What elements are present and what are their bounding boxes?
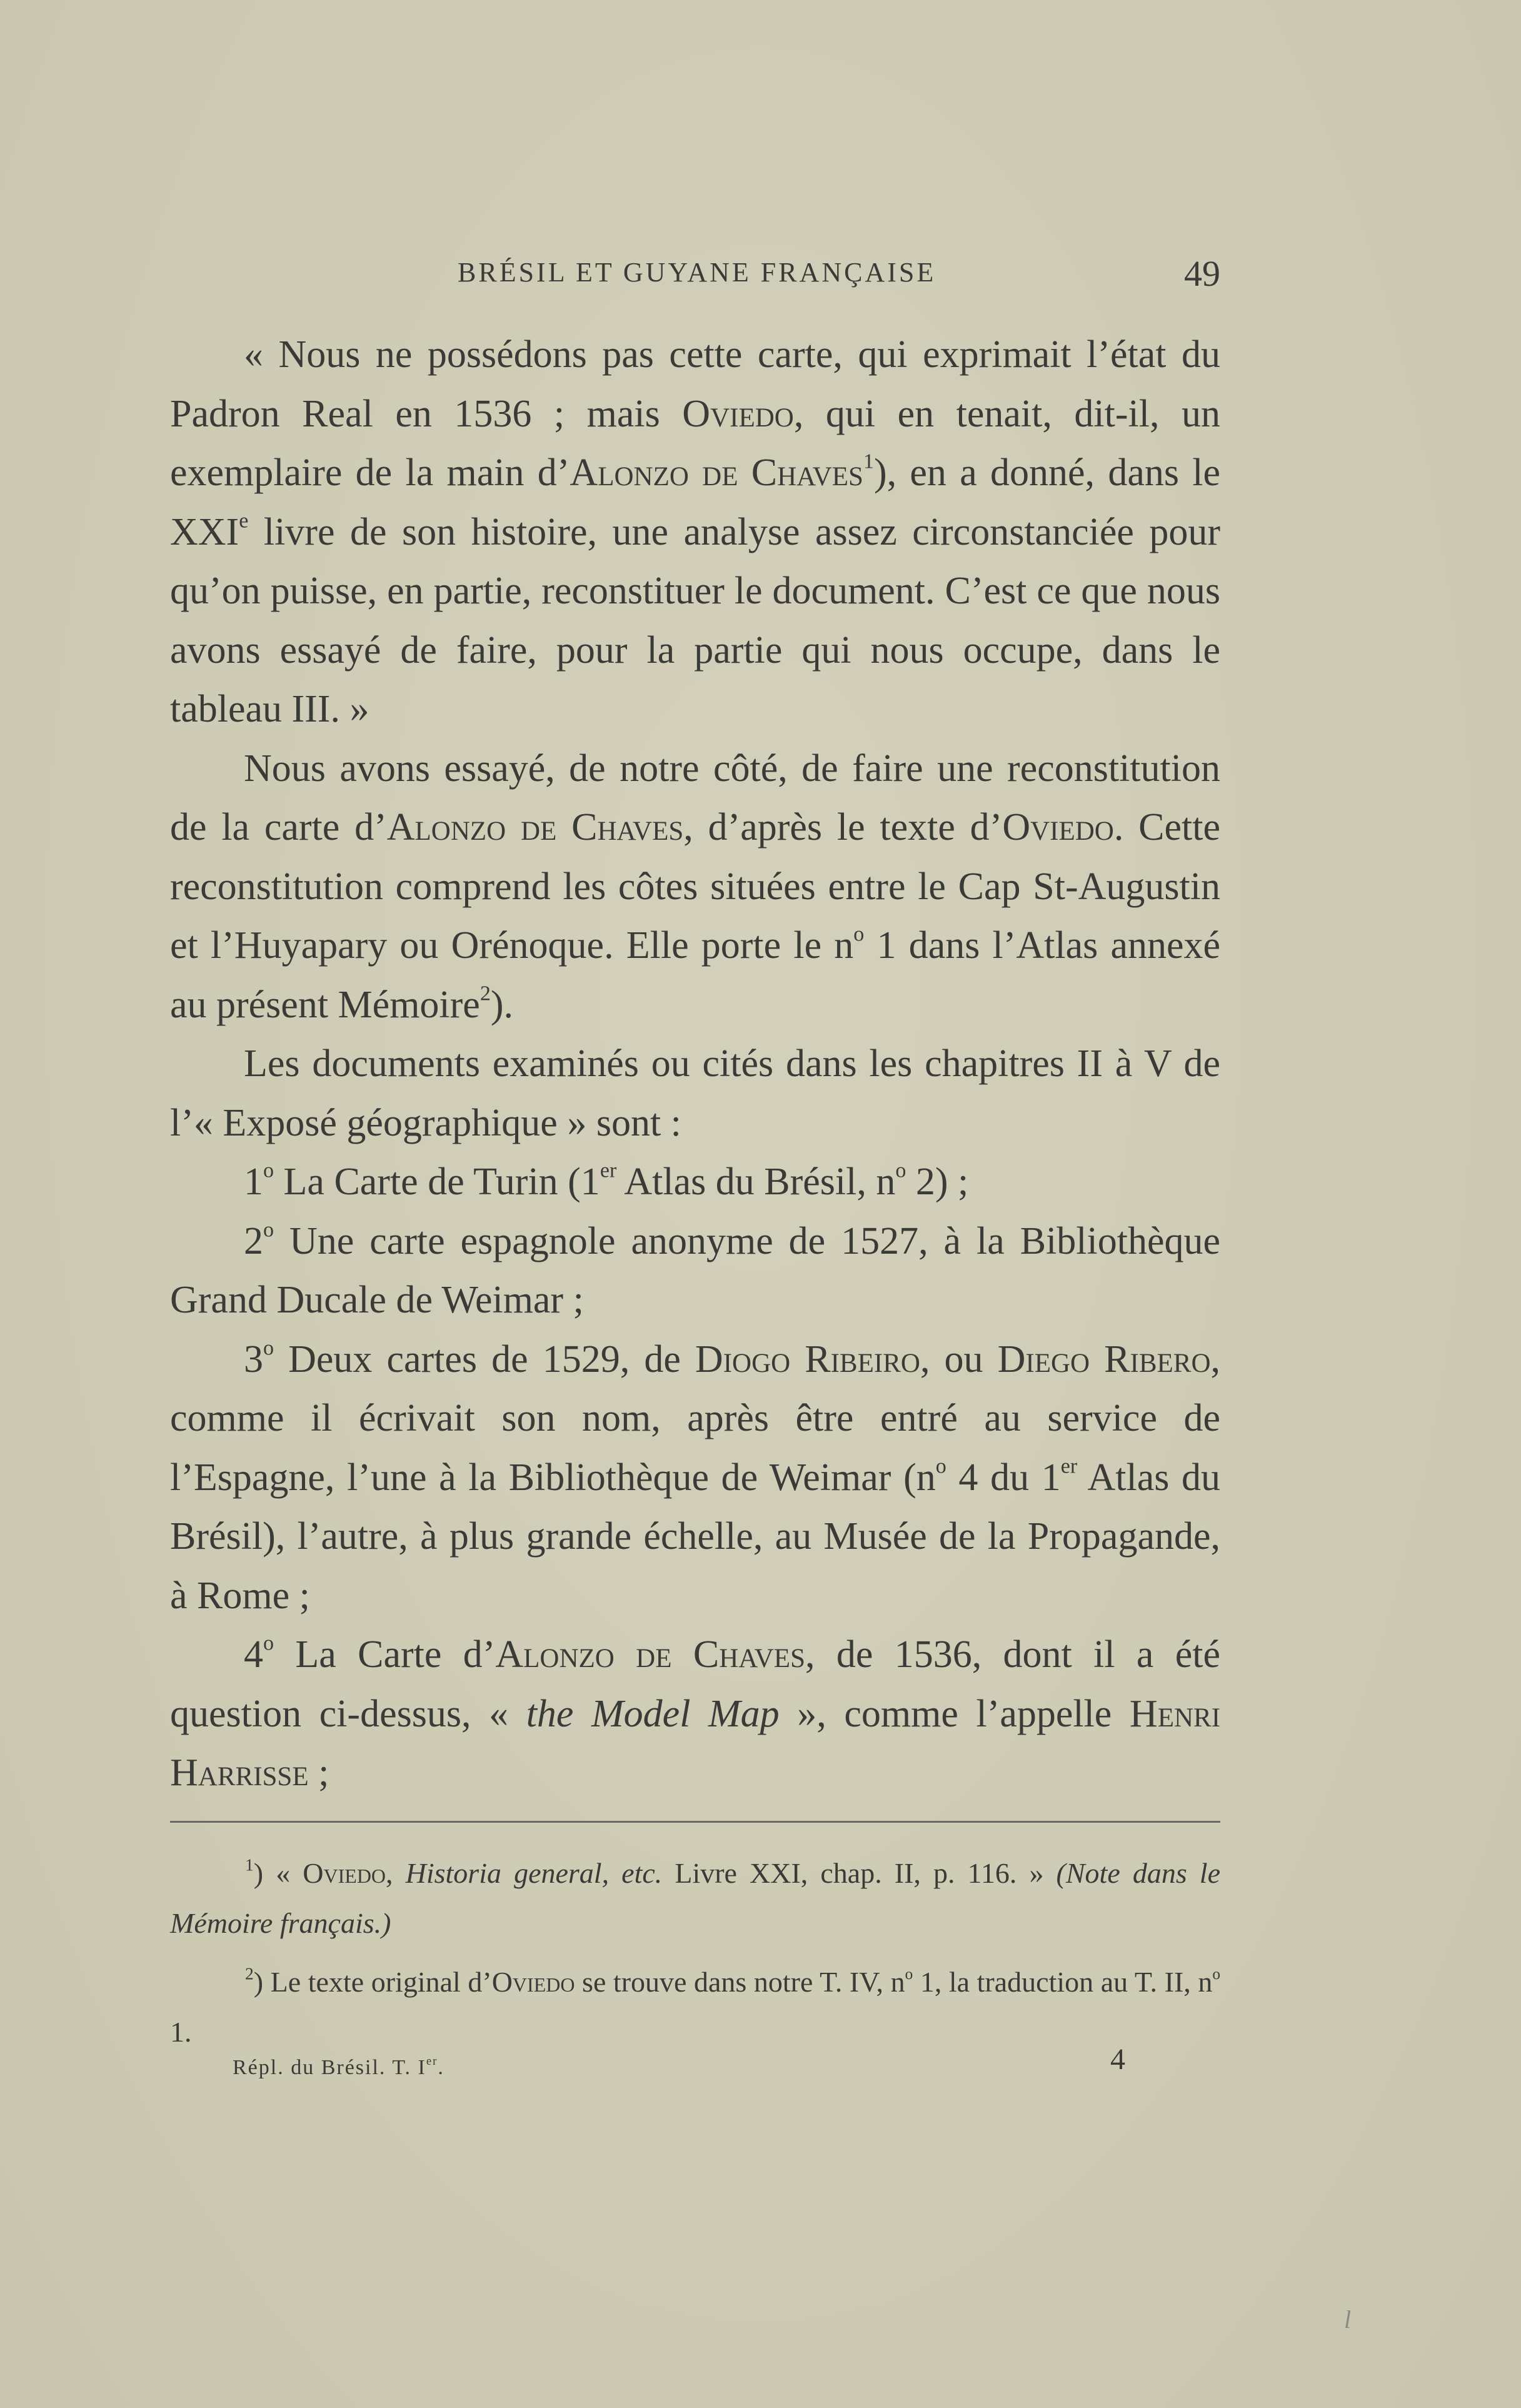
person-name: Diogo Ribeiro: [695, 1337, 920, 1381]
person-name: Alonzo de Chaves: [570, 451, 863, 494]
paragraph-documents-intro: Les documents examinés ou cités dans les chapitres II à V de l’« Exposé géographique » sont :: [170, 1042, 1220, 1144]
person-name: Oviedo: [1002, 806, 1114, 849]
person-name: Diego Ribero: [997, 1337, 1211, 1381]
footnote-ref: 1: [863, 450, 874, 473]
footnote-2: $^2$) Le texte original d’Oviedo se trouve dans notre T. IV, $n^o$ 1, la traduction au T. II, $n^o$ 1.: [170, 1963, 1220, 2048]
page-header: [170, 253, 1220, 296]
list-item-4: 4$^o$ La Carte d’Alonzo de Chaves, de 1536, dont il a été question ci-dessus, « the Model Map », comme l’appelle Henri Harrisse ;: [170, 1631, 1221, 1794]
person-name: Alonzo de Chaves: [386, 806, 684, 849]
quoted-title: the Model Map: [526, 1692, 780, 1735]
person-name: Oviedo: [491, 1966, 575, 1998]
editor-note: (Note dans le Mémoire français.): [170, 1857, 1220, 1939]
footnotes: [170, 1848, 1220, 2057]
footnote-1: $^1$) « Oviedo, Historia general, etc. Livre XXI, chap. II, p. 116. » (Note dans le Mémoire français.): [170, 1855, 1220, 1939]
person-name: Oviedo: [682, 392, 794, 435]
running-title: BRÉSIL ET GUYANE FRANÇAISE: [458, 257, 936, 288]
footnote-divider: [170, 1821, 1220, 1823]
list-item-2: 2$^o$ Une carte espagnole anonyme de 1527, à la Bibliothèque Grand Ducale de Weimar ;: [170, 1218, 1220, 1321]
person-name: Oviedo: [303, 1857, 386, 1889]
paragraph-quote: « Nous ne possédons pas cette carte, qui exprimait l’état du Padron Real en 1536 ; mais Oviedo, qui en tenait, dit-il, un exemplaire de la main d’Alonzo de Chaves$^1$), en a donné, dans le XXIe livre de son histoire, une analyse assez circonstanciée pour qu’on puisse, en partie, reconstituer le document. C’est ce que nous avons essayé de faire, pour la partie qui nous occupe, dans le tableau III. »: [170, 333, 1221, 730]
footnote-ref: 2: [479, 982, 491, 1005]
page-number: 49: [1184, 253, 1220, 294]
printer-signature: Répl. du Brésil. T. Ier.: [233, 2055, 444, 2079]
person-name: Henri Harrisse: [170, 1692, 1221, 1794]
margin-mark: l: [1344, 2305, 1352, 2334]
signature-number: 4: [1110, 2043, 1125, 2076]
list-item-1: 1$^o$ La Carte de Turin (1er Atlas du Brésil, $n^o$ 2) ;: [244, 1159, 969, 1203]
book-title: Historia general, etc.: [405, 1857, 663, 1889]
paragraph-reconstitution: Nous avons essayé, de notre côté, de faire une reconstitution de la carte d’Alonzo de Chaves, d’après le texte d’Oviedo. Cette reconstitution comprend les côtes situées entre le Cap St-Augustin et l’Huyapary ou Orénoque. Elle porte le $n^o$ 1 dans l’Atlas annexé au présent Mémoire$^2$).: [170, 747, 1221, 1026]
person-name: Alonzo de Chaves: [495, 1633, 805, 1676]
body-text: [170, 325, 1220, 1803]
list-item-3: 3$^o$ Deux cartes de 1529, de Diogo Ribeiro, ou Diego Ribero, comme il écrivait son nom, après être entré au service de l’Espagne, l’une à la Bibliothèque de Weimar ($n^o$ 4 du 1er Atlas du Brésil), l’autre, à plus grande échelle, au Musée de la Propagande, à Rome ;: [170, 1336, 1221, 1617]
